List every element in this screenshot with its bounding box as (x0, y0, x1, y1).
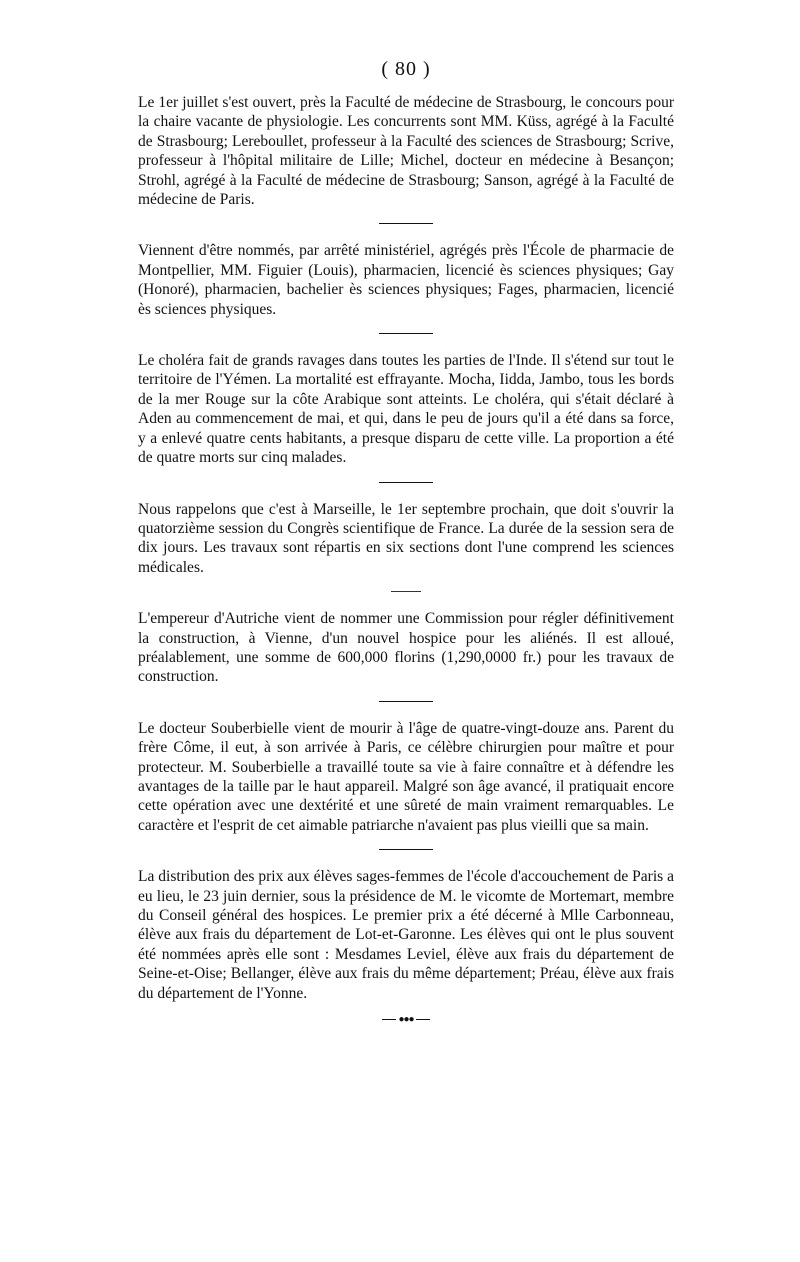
section-divider (379, 701, 433, 702)
section-divider (379, 849, 433, 850)
document-page (138, 58, 674, 1026)
end-ornament: ●●● (138, 1011, 674, 1026)
paragraph-hospice-vienne: L'empereur d'Autriche vient de nommer une Commission pour régler définitivement la construction, à Vienne, d'un nouvel hospice pour les aliénés. Il est alloué, préalablement, une somme de 600,000 florins (1,290,0000 fr.) pour les travaux de construction. (138, 610, 674, 686)
paragraph-physiology-concours: Le 1er juillet s'est ouvert, près la Faculté de médecine de Strasbourg, le concours pour la chaire vacante de physiologie. Les concurrents sont MM. Küss, agrégé à la Faculté de Strasbourg; Lereboullet, professeur à la Faculté des sciences de Strasbourg; Scrive, professeur à l'hôpital militaire de Lille; Michel, docteur en médecine à Besançon; Strohl, agrégé à la Faculté de médecine de Strasbourg; Sanson, agrégé à la Faculté de médecine de Paris. (138, 94, 674, 209)
paragraph-sages-femmes: La distribution des prix aux élèves sages-femmes de l'école d'accouchement de Paris a eu lieu, le 23 juin dernier, sous la présidence de M. le vicomte de Mortemart, membre du Conseil général des hospices. Le premier prix a été décerné à Mlle Carbonneau, élève aux frais du département de Lot-et-Garonne. Les élèves qui ont le plus souvent été nommées après elle sont : Mesdames Leviel, élève aux frais du département de Seine-et-Oise; Bellanger, élève aux frais du même département; Préau, élève aux frais du département de l'Yonne. (138, 868, 674, 1002)
section-divider (379, 333, 433, 334)
paragraph-cholera-inde: Le choléra fait de grands ravages dans toutes les parties de l'Inde. Il s'étend sur tout le territoire de l'Yémen. La mortalité est effrayante. Mocha, Iidda, Jambo, tous les bords de la mer Rouge sur la côte Arabique sont atteints. Le choléra, qui s'était déclaré à Aden au commencement de mai, et qui, dans le peu de jours qu'il a été dans sa force, y a enlevé quatre cents habitants, a presque disparu de cette ville. La proportion a été de quatre morts sur cinq malades. (138, 352, 674, 467)
section-divider (391, 591, 421, 592)
paragraph-souberbielle: Le docteur Souberbielle vient de mourir à l'âge de quatre-vingt-douze ans. Parent du frère Côme, il eut, à son arrivée à Paris, ce célèbre chirurgien pour maître et pour protecteur. M. Souberbielle a travaillé toute sa vie à faire connaître et à défendre les avantages de la taille par le haut appareil. Malgré son âge avancé, il pratiquait encore cette opération avec une dextérité et une sûreté de main vraiment remarquables. Le caractère et l'esprit de cet aimable patriarche n'avaient pas plus vieilli que sa main. (138, 719, 674, 834)
paragraph-montpellier-agreges: Viennent d'être nommés, par arrêté ministériel, agrégés près l'École de pharmacie de Montpellier, MM. Figuier (Louis), pharmacien, licencié ès sciences physiques; Gay (Honoré), pharmacien, bachelier ès sciences physiques; Fages, pharmacien, licencié ès sciences physiques. (138, 242, 674, 318)
paragraph-congres-marseille: Nous rappelons que c'est à Marseille, le 1er septembre prochain, que doit s'ouvrir la quatorzième session du Congrès scientifique de France. La durée de la session sera de dix jours. Les travaux sont répartis en six sections dont l'une comprend les sciences médicales. (138, 500, 674, 576)
section-divider (379, 482, 433, 483)
section-divider (379, 223, 433, 224)
page-number: ( 80 ) (381, 58, 431, 80)
